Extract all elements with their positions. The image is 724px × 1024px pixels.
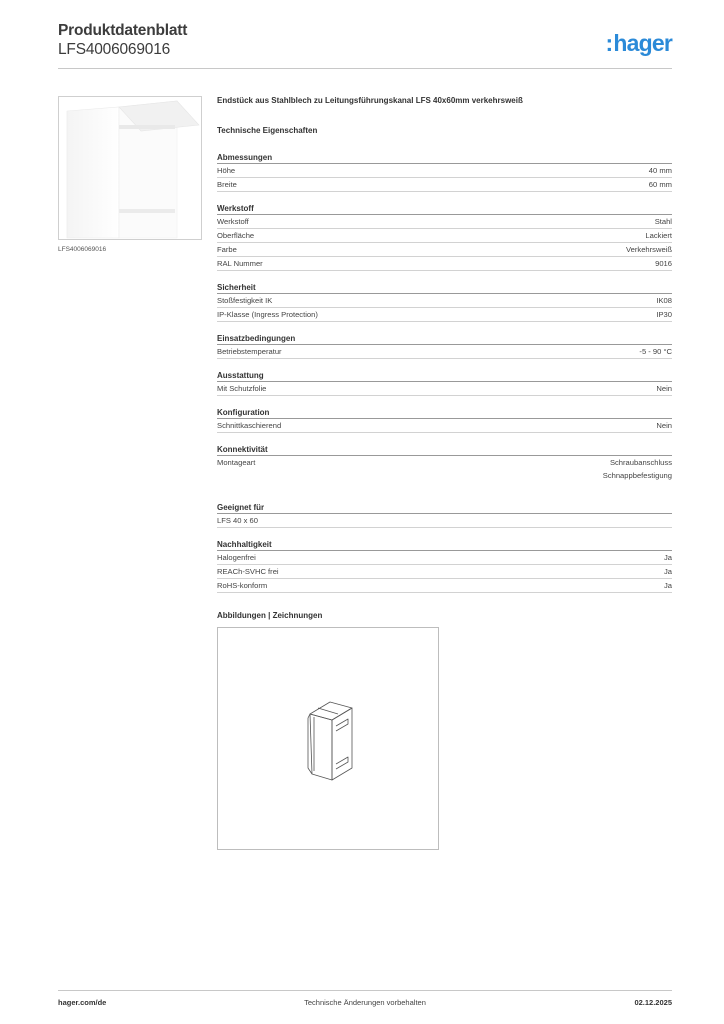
spec-label: Breite <box>217 180 237 189</box>
spec-value: Ja <box>663 567 672 576</box>
spec-label: Schnittkaschierend <box>217 421 282 430</box>
spec-value: 9016 <box>655 259 672 268</box>
spec-label: Oberfläche <box>217 231 255 240</box>
section-title: Konnektivität <box>217 444 672 456</box>
section-title: Konfiguration <box>217 407 672 419</box>
spec-row <box>217 551 672 565</box>
spec-label: Mit Schutzfolie <box>217 384 267 393</box>
spec-row <box>217 382 672 396</box>
spec-label: REACh-SVHC frei <box>217 567 279 576</box>
document-title: Produktdatenblatt <box>58 22 188 39</box>
spec-label: Farbe <box>217 245 237 254</box>
spec-row <box>217 345 672 359</box>
spec-value: IP30 <box>656 310 672 319</box>
footer-divider <box>58 990 672 991</box>
footer-date: 02.12.2025 <box>634 998 672 1007</box>
section-equipment <box>217 370 672 396</box>
section-title: Werkstoff <box>217 203 672 215</box>
specification-column <box>217 96 672 850</box>
spec-label: LFS 40 x 60 <box>217 516 258 525</box>
hager-logo[interactable] <box>606 30 673 57</box>
spec-value: Stahl <box>654 217 672 226</box>
spec-row <box>217 579 672 593</box>
spec-value: Ja <box>663 553 672 562</box>
spec-row <box>217 514 672 528</box>
spec-row <box>217 456 672 482</box>
spec-row <box>217 229 672 243</box>
spec-row <box>217 243 672 257</box>
section-safety <box>217 282 672 322</box>
section-sustainability <box>217 539 672 593</box>
spec-row <box>217 215 672 229</box>
end-cap-photo-image <box>59 97 201 239</box>
spec-label: Halogenfrei <box>217 553 256 562</box>
end-cap-drawing-image <box>218 628 438 849</box>
technical-drawing <box>217 627 439 850</box>
spec-value: Nein <box>656 384 672 393</box>
spec-label: Höhe <box>217 166 236 175</box>
section-operating-conditions <box>217 333 672 359</box>
section-title: Abmessungen <box>217 152 672 164</box>
spec-label: IP-Klasse (Ingress Protection) <box>217 310 318 319</box>
photo-caption: LFS4006069016 <box>58 246 107 253</box>
spec-row <box>217 565 672 579</box>
page-header <box>58 22 672 70</box>
spec-row <box>217 178 672 192</box>
logo-colon: : <box>605 30 613 56</box>
spec-value: Lackiert <box>645 231 672 240</box>
spec-row <box>217 164 672 178</box>
spec-label: Betriebstemperatur <box>217 347 282 356</box>
header-divider <box>58 68 672 69</box>
section-configuration <box>217 407 672 433</box>
spec-row <box>217 308 672 322</box>
figures-heading: Abbildungen | Zeichnungen <box>217 611 323 620</box>
section-material <box>217 203 672 271</box>
spec-value: 60 mm <box>648 180 672 189</box>
spec-row <box>217 257 672 271</box>
spec-value: Verkehrsweiß <box>626 245 672 254</box>
section-title: Einsatzbedingungen <box>217 333 672 345</box>
section-title: Sicherheit <box>217 282 672 294</box>
section-dimensions <box>217 152 672 192</box>
spec-value: -5 - 90 °C <box>639 347 672 356</box>
spec-value-line: Schnappbefestigung <box>602 471 672 480</box>
spec-value: IK08 <box>656 296 672 305</box>
spec-value: Nein <box>656 421 672 430</box>
section-connectivity <box>217 444 672 482</box>
section-title: Geeignet für <box>217 502 672 514</box>
technical-properties-heading: Technische Eigenschaften <box>217 126 318 135</box>
spec-label: Werkstoff <box>217 217 249 226</box>
product-number: LFS4006069016 <box>58 41 171 58</box>
spec-row <box>217 419 672 433</box>
spec-value: Ja <box>663 581 672 590</box>
spec-label: RAL Nummer <box>217 259 263 268</box>
spec-label: RoHS-konform <box>217 581 268 590</box>
spec-label: Montageart <box>217 458 256 467</box>
section-title: Ausstattung <box>217 370 672 382</box>
product-image-column <box>58 96 202 253</box>
product-photo <box>58 96 202 240</box>
spec-value-line: Schraubanschluss <box>609 458 672 467</box>
spec-value <box>603 456 672 482</box>
logo-text: hager <box>613 30 672 56</box>
footer-disclaimer: Technische Änderungen vorbehalten <box>304 998 426 1007</box>
spec-value: 40 mm <box>648 166 672 175</box>
section-title: Nachhaltigkeit <box>217 539 672 551</box>
spec-row <box>217 294 672 308</box>
product-description: Endstück aus Stahlblech zu Leitungsführungskanal LFS 40x60mm verkehrsweiß <box>217 96 523 105</box>
spec-label: Stoßfestigkeit IK <box>217 296 273 305</box>
footer-website-link[interactable]: hager.com/de <box>58 998 107 1007</box>
section-suitable-for <box>217 502 672 528</box>
